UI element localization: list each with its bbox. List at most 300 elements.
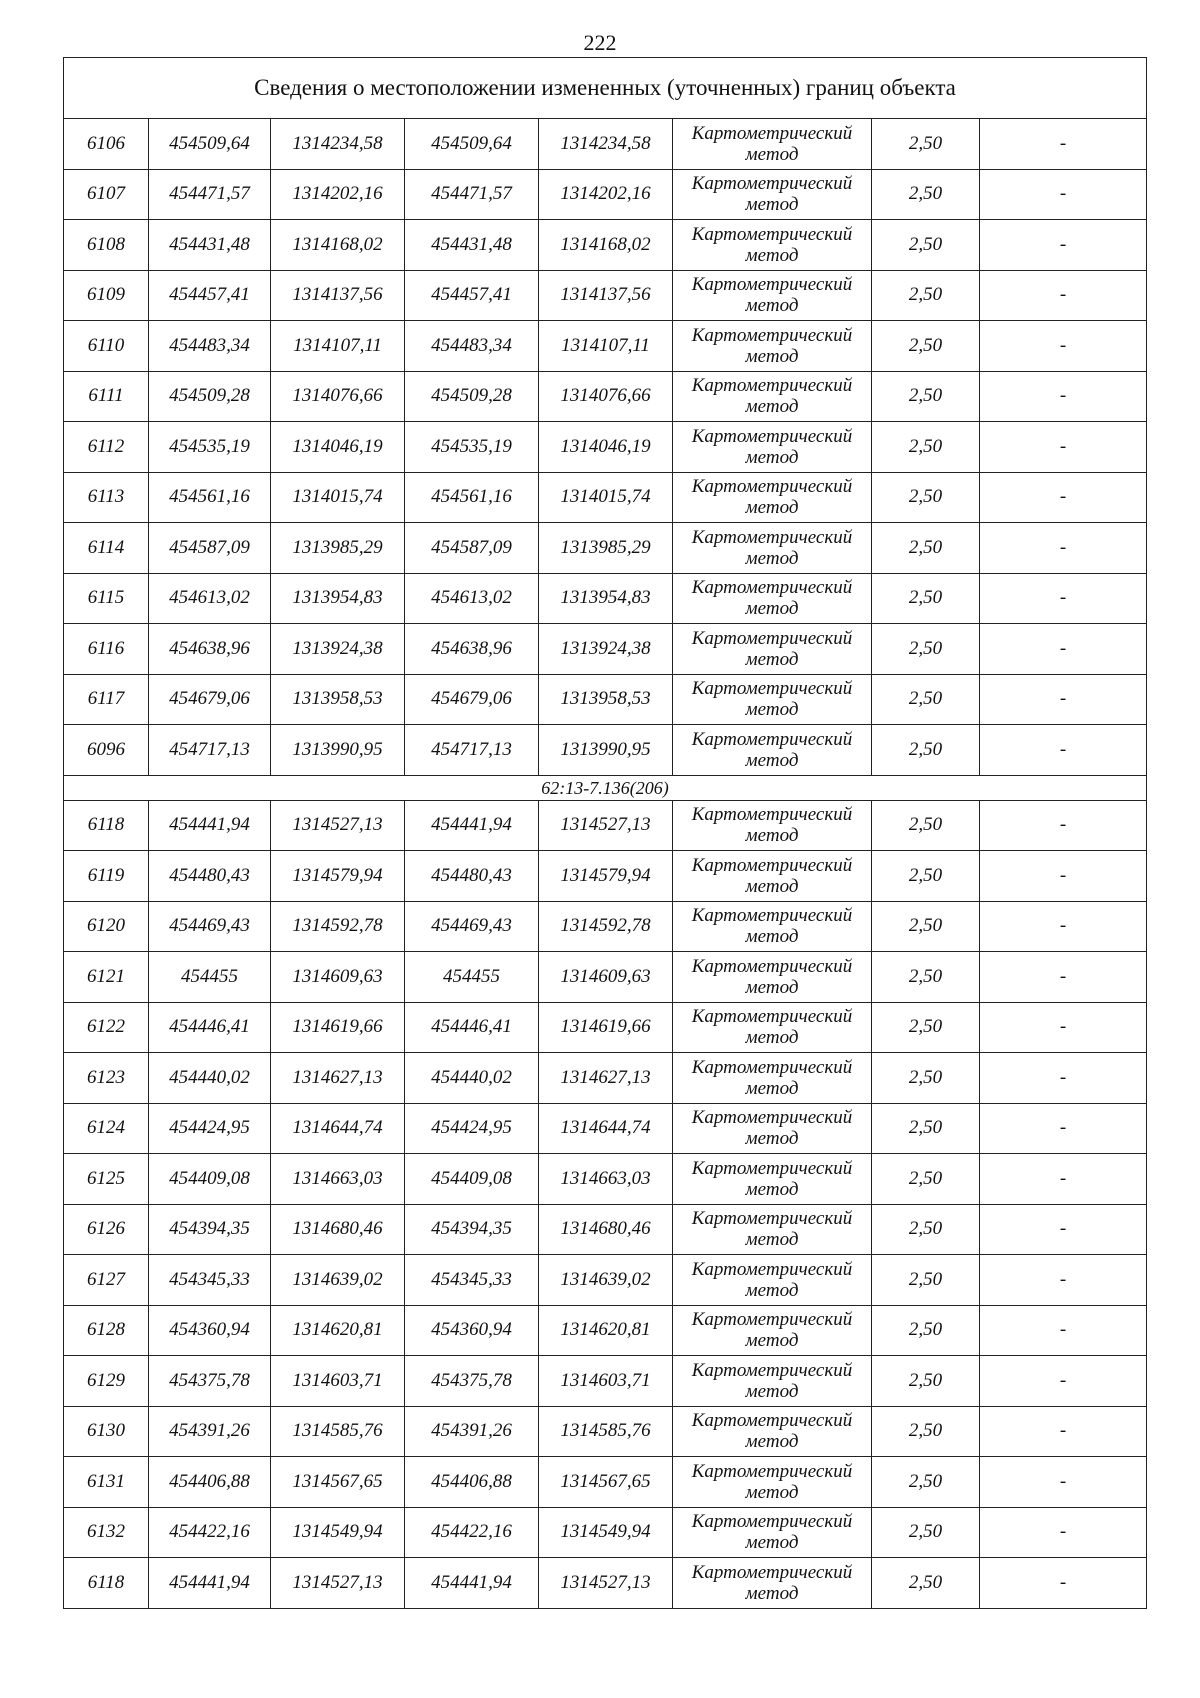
method-text-line1: Картометрический bbox=[691, 1561, 853, 1583]
accuracy-cell: 2,50 bbox=[872, 1356, 980, 1407]
description-cell: - bbox=[980, 119, 1147, 170]
method-cell bbox=[673, 1255, 872, 1306]
x-old-cell: 454440,02 bbox=[149, 1053, 271, 1104]
method-text-line2: метод bbox=[745, 1330, 799, 1352]
page-number: 222 bbox=[583, 30, 617, 55]
y-old-cell: 1314663,03 bbox=[271, 1154, 405, 1205]
method-text-line2: метод bbox=[745, 648, 799, 670]
table-row bbox=[64, 1002, 1147, 1053]
x-old-cell: 454679,06 bbox=[149, 674, 271, 725]
method-text-line2: метод bbox=[745, 1279, 799, 1301]
accuracy-cell: 2,50 bbox=[872, 1507, 980, 1558]
x-old-cell: 454509,28 bbox=[149, 371, 271, 422]
description-cell: - bbox=[980, 800, 1147, 851]
point-number-cell: 6114 bbox=[64, 523, 149, 574]
method-text-line2: метод bbox=[745, 244, 799, 266]
x-old-cell: 454422,16 bbox=[149, 1507, 271, 1558]
method-text-line1: Картометрический bbox=[691, 1258, 853, 1280]
description-cell: - bbox=[980, 1154, 1147, 1205]
method-cell bbox=[673, 573, 872, 624]
accuracy-cell: 2,50 bbox=[872, 523, 980, 574]
method-cell bbox=[673, 800, 872, 851]
x-new-cell: 454679,06 bbox=[405, 674, 539, 725]
method-text-line2: метод bbox=[745, 1178, 799, 1200]
method-text-line2: метод bbox=[745, 976, 799, 998]
y-old-cell: 1314549,94 bbox=[271, 1507, 405, 1558]
method-cell bbox=[673, 1558, 872, 1609]
x-new-cell: 454431,48 bbox=[405, 220, 539, 271]
point-number-cell: 6129 bbox=[64, 1356, 149, 1407]
accuracy-cell: 2,50 bbox=[872, 952, 980, 1003]
method-cell bbox=[673, 1457, 872, 1508]
y-old-cell: 1314619,66 bbox=[271, 1002, 405, 1053]
x-old-cell: 454345,33 bbox=[149, 1255, 271, 1306]
table-row bbox=[64, 1053, 1147, 1104]
y-new-cell: 1314663,03 bbox=[539, 1154, 673, 1205]
x-new-cell: 454446,41 bbox=[405, 1002, 539, 1053]
table-body bbox=[64, 58, 1147, 1609]
method-cell bbox=[673, 119, 872, 170]
x-new-cell: 454561,16 bbox=[405, 472, 539, 523]
point-number-cell: 6121 bbox=[64, 952, 149, 1003]
table-row bbox=[64, 1154, 1147, 1205]
table-row bbox=[64, 851, 1147, 902]
table-row bbox=[64, 1558, 1147, 1609]
accuracy-cell: 2,50 bbox=[872, 472, 980, 523]
x-new-cell: 454535,19 bbox=[405, 422, 539, 473]
description-cell: - bbox=[980, 220, 1147, 271]
x-new-cell: 454457,41 bbox=[405, 270, 539, 321]
table-title-row bbox=[64, 58, 1147, 119]
method-cell bbox=[673, 422, 872, 473]
description-cell: - bbox=[980, 1558, 1147, 1609]
point-number-cell: 6118 bbox=[64, 800, 149, 851]
method-text-line1: Картометрический bbox=[691, 955, 853, 977]
x-old-cell: 454441,94 bbox=[149, 800, 271, 851]
table-row bbox=[64, 1255, 1147, 1306]
x-old-cell: 454360,94 bbox=[149, 1305, 271, 1356]
method-cell bbox=[673, 1406, 872, 1457]
point-number-cell: 6128 bbox=[64, 1305, 149, 1356]
y-new-cell: 1314680,46 bbox=[539, 1204, 673, 1255]
method-cell bbox=[673, 1053, 872, 1104]
x-new-cell: 454440,02 bbox=[405, 1053, 539, 1104]
method-text-line1: Картометрический bbox=[691, 1006, 853, 1028]
method-cell bbox=[673, 1204, 872, 1255]
table-row bbox=[64, 1356, 1147, 1407]
y-old-cell: 1314234,58 bbox=[271, 119, 405, 170]
y-new-cell: 1314202,16 bbox=[539, 169, 673, 220]
point-number-cell: 6109 bbox=[64, 270, 149, 321]
y-new-cell: 1314137,56 bbox=[539, 270, 673, 321]
method-text-line2: метод bbox=[745, 1532, 799, 1554]
description-cell: - bbox=[980, 901, 1147, 952]
point-number-cell: 6113 bbox=[64, 472, 149, 523]
method-text-line1: Картометрический bbox=[691, 1359, 853, 1381]
y-new-cell: 1314619,66 bbox=[539, 1002, 673, 1053]
y-old-cell: 1314603,71 bbox=[271, 1356, 405, 1407]
description-cell: - bbox=[980, 321, 1147, 372]
description-cell: - bbox=[980, 1204, 1147, 1255]
description-cell: - bbox=[980, 674, 1147, 725]
x-old-cell: 454535,19 bbox=[149, 422, 271, 473]
accuracy-cell: 2,50 bbox=[872, 573, 980, 624]
table-row bbox=[64, 523, 1147, 574]
method-cell bbox=[673, 220, 872, 271]
accuracy-cell: 2,50 bbox=[872, 1457, 980, 1508]
table-row bbox=[64, 270, 1147, 321]
method-text-line1: Картометрический bbox=[691, 905, 853, 927]
accuracy-cell: 2,50 bbox=[872, 270, 980, 321]
method-cell bbox=[673, 901, 872, 952]
point-number-cell: 6096 bbox=[64, 725, 149, 776]
x-new-cell: 454394,35 bbox=[405, 1204, 539, 1255]
method-text-line1: Картометрический bbox=[691, 476, 853, 498]
table-row bbox=[64, 573, 1147, 624]
method-text-line2: метод bbox=[745, 1229, 799, 1251]
x-new-cell: 454480,43 bbox=[405, 851, 539, 902]
x-new-cell: 454469,43 bbox=[405, 901, 539, 952]
method-cell bbox=[673, 674, 872, 725]
x-new-cell: 454391,26 bbox=[405, 1406, 539, 1457]
accuracy-cell: 2,50 bbox=[872, 1558, 980, 1609]
table-row bbox=[64, 321, 1147, 372]
accuracy-cell: 2,50 bbox=[872, 1305, 980, 1356]
point-number-cell: 6111 bbox=[64, 371, 149, 422]
y-new-cell: 1313954,83 bbox=[539, 573, 673, 624]
y-old-cell: 1314527,13 bbox=[271, 800, 405, 851]
point-number-cell: 6122 bbox=[64, 1002, 149, 1053]
method-cell bbox=[673, 1154, 872, 1205]
table-row bbox=[64, 1103, 1147, 1154]
accuracy-cell: 2,50 bbox=[872, 1204, 980, 1255]
table-row bbox=[64, 1305, 1147, 1356]
point-number-cell: 6126 bbox=[64, 1204, 149, 1255]
point-number-cell: 6127 bbox=[64, 1255, 149, 1306]
table-row bbox=[64, 624, 1147, 675]
x-new-cell: 454424,95 bbox=[405, 1103, 539, 1154]
y-old-cell: 1314137,56 bbox=[271, 270, 405, 321]
y-new-cell: 1314644,74 bbox=[539, 1103, 673, 1154]
table-row bbox=[64, 422, 1147, 473]
description-cell: - bbox=[980, 472, 1147, 523]
section-label: 62:13-7.136(206) bbox=[64, 775, 1147, 800]
method-text-line1: Картометрический bbox=[691, 526, 853, 548]
y-old-cell: 1314644,74 bbox=[271, 1103, 405, 1154]
y-old-cell: 1314015,74 bbox=[271, 472, 405, 523]
table-row bbox=[64, 371, 1147, 422]
method-text-line2: метод bbox=[745, 1431, 799, 1453]
method-text-line1: Картометрический bbox=[691, 1309, 853, 1331]
description-cell: - bbox=[980, 1406, 1147, 1457]
description-cell: - bbox=[980, 422, 1147, 473]
x-new-cell: 454509,28 bbox=[405, 371, 539, 422]
accuracy-cell: 2,50 bbox=[872, 674, 980, 725]
x-new-cell: 454441,94 bbox=[405, 800, 539, 851]
table-row bbox=[64, 1507, 1147, 1558]
table-row bbox=[64, 952, 1147, 1003]
y-new-cell: 1314627,13 bbox=[539, 1053, 673, 1104]
y-new-cell: 1314592,78 bbox=[539, 901, 673, 952]
x-old-cell: 454455 bbox=[149, 952, 271, 1003]
point-number-cell: 6108 bbox=[64, 220, 149, 271]
method-text-line1: Картометрический bbox=[691, 324, 853, 346]
method-text-line2: метод bbox=[745, 699, 799, 721]
method-text-line1: Картометрический bbox=[691, 1410, 853, 1432]
description-cell: - bbox=[980, 270, 1147, 321]
x-new-cell: 454471,57 bbox=[405, 169, 539, 220]
method-text-line1: Картометрический bbox=[691, 1460, 853, 1482]
accuracy-cell: 2,50 bbox=[872, 119, 980, 170]
x-new-cell: 454509,64 bbox=[405, 119, 539, 170]
description-cell: - bbox=[980, 725, 1147, 776]
x-new-cell: 454422,16 bbox=[405, 1507, 539, 1558]
point-number-cell: 6112 bbox=[64, 422, 149, 473]
description-cell: - bbox=[980, 169, 1147, 220]
y-new-cell: 1314168,02 bbox=[539, 220, 673, 271]
x-old-cell: 454446,41 bbox=[149, 1002, 271, 1053]
method-text-line2: метод bbox=[745, 825, 799, 847]
x-new-cell: 454406,88 bbox=[405, 1457, 539, 1508]
method-cell bbox=[673, 1356, 872, 1407]
y-old-cell: 1314592,78 bbox=[271, 901, 405, 952]
x-old-cell: 454375,78 bbox=[149, 1356, 271, 1407]
method-cell bbox=[673, 169, 872, 220]
point-number-cell: 6123 bbox=[64, 1053, 149, 1104]
accuracy-cell: 2,50 bbox=[872, 725, 980, 776]
x-old-cell: 454480,43 bbox=[149, 851, 271, 902]
y-old-cell: 1314076,66 bbox=[271, 371, 405, 422]
method-text-line2: метод bbox=[745, 345, 799, 367]
x-old-cell: 454457,41 bbox=[149, 270, 271, 321]
table-row bbox=[64, 169, 1147, 220]
y-new-cell: 1313958,53 bbox=[539, 674, 673, 725]
accuracy-cell: 2,50 bbox=[872, 1053, 980, 1104]
method-text-line2: метод bbox=[745, 1077, 799, 1099]
y-new-cell: 1314527,13 bbox=[539, 800, 673, 851]
x-old-cell: 454717,13 bbox=[149, 725, 271, 776]
y-old-cell: 1314609,63 bbox=[271, 952, 405, 1003]
method-text-line1: Картометрический bbox=[691, 1157, 853, 1179]
x-old-cell: 454394,35 bbox=[149, 1204, 271, 1255]
accuracy-cell: 2,50 bbox=[872, 371, 980, 422]
description-cell: - bbox=[980, 1255, 1147, 1306]
description-cell: - bbox=[980, 1457, 1147, 1508]
x-new-cell: 454455 bbox=[405, 952, 539, 1003]
x-new-cell: 454409,08 bbox=[405, 1154, 539, 1205]
method-text-line2: метод bbox=[745, 295, 799, 317]
point-number-cell: 6117 bbox=[64, 674, 149, 725]
accuracy-cell: 2,50 bbox=[872, 1255, 980, 1306]
x-old-cell: 454424,95 bbox=[149, 1103, 271, 1154]
accuracy-cell: 2,50 bbox=[872, 901, 980, 952]
method-text-line1: Картометрический bbox=[691, 375, 853, 397]
x-old-cell: 454638,96 bbox=[149, 624, 271, 675]
table-title: Сведения о местоположении измененных (уточненных) границ объекта bbox=[64, 58, 1147, 119]
x-new-cell: 454613,02 bbox=[405, 573, 539, 624]
method-cell bbox=[673, 1103, 872, 1154]
y-new-cell: 1314585,76 bbox=[539, 1406, 673, 1457]
method-text-line1: Картометрический bbox=[691, 1208, 853, 1230]
x-old-cell: 454431,48 bbox=[149, 220, 271, 271]
method-text-line2: метод bbox=[745, 875, 799, 897]
x-old-cell: 454406,88 bbox=[149, 1457, 271, 1508]
y-old-cell: 1314639,02 bbox=[271, 1255, 405, 1306]
y-old-cell: 1314579,94 bbox=[271, 851, 405, 902]
table-row bbox=[64, 1406, 1147, 1457]
point-number-cell: 6130 bbox=[64, 1406, 149, 1457]
method-text-line1: Картометрический bbox=[691, 274, 853, 296]
accuracy-cell: 2,50 bbox=[872, 321, 980, 372]
table-row bbox=[64, 901, 1147, 952]
description-cell: - bbox=[980, 1356, 1147, 1407]
point-number-cell: 6107 bbox=[64, 169, 149, 220]
y-old-cell: 1314567,65 bbox=[271, 1457, 405, 1508]
x-old-cell: 454469,43 bbox=[149, 901, 271, 952]
method-text-line2: метод bbox=[745, 547, 799, 569]
y-old-cell: 1313985,29 bbox=[271, 523, 405, 574]
y-new-cell: 1314549,94 bbox=[539, 1507, 673, 1558]
point-number-cell: 6106 bbox=[64, 119, 149, 170]
method-text-line2: метод bbox=[745, 749, 799, 771]
accuracy-cell: 2,50 bbox=[872, 851, 980, 902]
table-row bbox=[64, 800, 1147, 851]
method-cell bbox=[673, 725, 872, 776]
point-number-cell: 6131 bbox=[64, 1457, 149, 1508]
table-row bbox=[64, 674, 1147, 725]
y-new-cell: 1313985,29 bbox=[539, 523, 673, 574]
x-new-cell: 454717,13 bbox=[405, 725, 539, 776]
point-number-cell: 6110 bbox=[64, 321, 149, 372]
description-cell: - bbox=[980, 1002, 1147, 1053]
y-old-cell: 1313954,83 bbox=[271, 573, 405, 624]
point-number-cell: 6119 bbox=[64, 851, 149, 902]
accuracy-cell: 2,50 bbox=[872, 169, 980, 220]
y-new-cell: 1314046,19 bbox=[539, 422, 673, 473]
method-text-line1: Картометрический bbox=[691, 854, 853, 876]
x-old-cell: 454409,08 bbox=[149, 1154, 271, 1205]
method-text-line2: метод bbox=[745, 396, 799, 418]
method-cell bbox=[673, 523, 872, 574]
x-old-cell: 454441,94 bbox=[149, 1558, 271, 1609]
method-text-line2: метод bbox=[745, 194, 799, 216]
y-new-cell: 1314567,65 bbox=[539, 1457, 673, 1508]
method-cell bbox=[673, 472, 872, 523]
y-old-cell: 1314620,81 bbox=[271, 1305, 405, 1356]
description-cell: - bbox=[980, 624, 1147, 675]
table-row bbox=[64, 1457, 1147, 1508]
y-new-cell: 1313924,38 bbox=[539, 624, 673, 675]
description-cell: - bbox=[980, 851, 1147, 902]
x-new-cell: 454638,96 bbox=[405, 624, 539, 675]
method-cell bbox=[673, 1507, 872, 1558]
method-text-line1: Картометрический bbox=[691, 1511, 853, 1533]
description-cell: - bbox=[980, 1507, 1147, 1558]
description-cell: - bbox=[980, 952, 1147, 1003]
accuracy-cell: 2,50 bbox=[872, 1154, 980, 1205]
table-row bbox=[64, 220, 1147, 271]
method-cell bbox=[673, 1305, 872, 1356]
point-number-cell: 6118 bbox=[64, 1558, 149, 1609]
method-text-line1: Картометрический bbox=[691, 804, 853, 826]
y-new-cell: 1314609,63 bbox=[539, 952, 673, 1003]
y-new-cell: 1314603,71 bbox=[539, 1356, 673, 1407]
y-old-cell: 1314107,11 bbox=[271, 321, 405, 372]
y-old-cell: 1314680,46 bbox=[271, 1204, 405, 1255]
method-text-line1: Картометрический bbox=[691, 728, 853, 750]
description-cell: - bbox=[980, 573, 1147, 624]
table-row bbox=[64, 725, 1147, 776]
y-old-cell: 1314527,13 bbox=[271, 1558, 405, 1609]
x-old-cell: 454483,34 bbox=[149, 321, 271, 372]
y-old-cell: 1314046,19 bbox=[271, 422, 405, 473]
x-new-cell: 454483,34 bbox=[405, 321, 539, 372]
description-cell: - bbox=[980, 1053, 1147, 1104]
method-text-line2: метод bbox=[745, 1128, 799, 1150]
method-text-line2: метод bbox=[745, 143, 799, 165]
method-text-line1: Картометрический bbox=[691, 425, 853, 447]
x-new-cell: 454441,94 bbox=[405, 1558, 539, 1609]
method-cell bbox=[673, 851, 872, 902]
accuracy-cell: 2,50 bbox=[872, 624, 980, 675]
method-text-line2: метод bbox=[745, 926, 799, 948]
y-new-cell: 1314015,74 bbox=[539, 472, 673, 523]
boundary-coordinates-table bbox=[63, 57, 1147, 1609]
y-new-cell: 1314579,94 bbox=[539, 851, 673, 902]
accuracy-cell: 2,50 bbox=[872, 800, 980, 851]
method-cell bbox=[673, 624, 872, 675]
x-old-cell: 454613,02 bbox=[149, 573, 271, 624]
y-new-cell: 1314620,81 bbox=[539, 1305, 673, 1356]
point-number-cell: 6132 bbox=[64, 1507, 149, 1558]
x-new-cell: 454360,94 bbox=[405, 1305, 539, 1356]
accuracy-cell: 2,50 bbox=[872, 1406, 980, 1457]
method-text-line1: Картометрический bbox=[691, 223, 853, 245]
method-text-line1: Картометрический bbox=[691, 627, 853, 649]
x-old-cell: 454509,64 bbox=[149, 119, 271, 170]
point-number-cell: 6124 bbox=[64, 1103, 149, 1154]
method-cell bbox=[673, 270, 872, 321]
accuracy-cell: 2,50 bbox=[872, 220, 980, 271]
x-old-cell: 454471,57 bbox=[149, 169, 271, 220]
x-new-cell: 454587,09 bbox=[405, 523, 539, 574]
x-old-cell: 454391,26 bbox=[149, 1406, 271, 1457]
y-old-cell: 1314585,76 bbox=[271, 1406, 405, 1457]
description-cell: - bbox=[980, 523, 1147, 574]
point-number-cell: 6115 bbox=[64, 573, 149, 624]
method-text-line2: метод bbox=[745, 497, 799, 519]
method-text-line2: метод bbox=[745, 1481, 799, 1503]
y-old-cell: 1313924,38 bbox=[271, 624, 405, 675]
description-cell: - bbox=[980, 1305, 1147, 1356]
y-old-cell: 1313990,95 bbox=[271, 725, 405, 776]
y-old-cell: 1314202,16 bbox=[271, 169, 405, 220]
table-row bbox=[64, 472, 1147, 523]
y-new-cell: 1314527,13 bbox=[539, 1558, 673, 1609]
y-new-cell: 1314076,66 bbox=[539, 371, 673, 422]
accuracy-cell: 2,50 bbox=[872, 1002, 980, 1053]
y-new-cell: 1313990,95 bbox=[539, 725, 673, 776]
description-cell: - bbox=[980, 1103, 1147, 1154]
y-old-cell: 1313958,53 bbox=[271, 674, 405, 725]
method-text-line1: Картометрический bbox=[691, 678, 853, 700]
method-cell bbox=[673, 952, 872, 1003]
method-text-line2: метод bbox=[745, 446, 799, 468]
method-text-line2: метод bbox=[745, 1027, 799, 1049]
method-text-line1: Картометрический bbox=[691, 122, 853, 144]
x-new-cell: 454375,78 bbox=[405, 1356, 539, 1407]
table-row bbox=[64, 119, 1147, 170]
